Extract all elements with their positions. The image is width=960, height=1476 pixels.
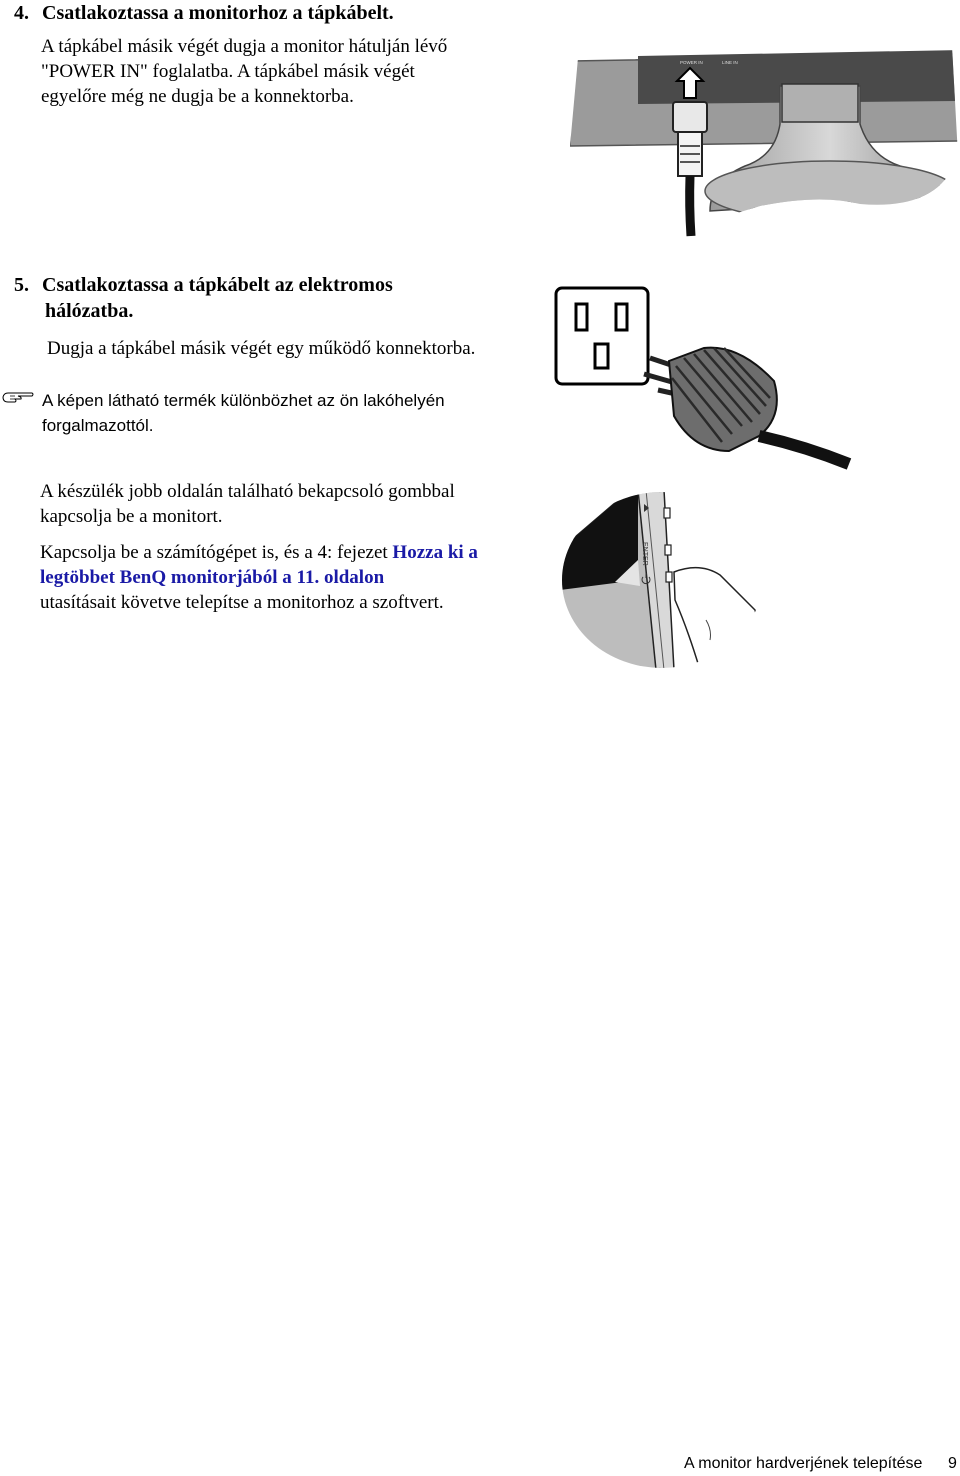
wall-outlet	[556, 288, 648, 384]
chapter-link-part-1[interactable]: Hozza ki a	[392, 542, 478, 563]
step-4-line-3: egyelőre még ne dugja be a konnektorba.	[41, 86, 354, 107]
step-5-heading	[14, 272, 393, 298]
step-4-title: Csatlakoztassa a monitorhoz a tápkábelt.	[42, 2, 394, 24]
power-button-instruction-line-2: kapcsolja be a monitort.	[40, 506, 223, 527]
line-in-port-label: LINE IN	[722, 60, 738, 65]
step-4-heading	[14, 0, 394, 26]
software-instruction-line-1	[40, 540, 478, 566]
step-5-title-line-2: hálózatba.	[45, 300, 134, 322]
power-button-figure	[560, 490, 765, 670]
step-4-line-2: "POWER IN" foglalatba. A tápkábel másik végét	[41, 61, 415, 82]
outlet-slot-left	[576, 304, 587, 330]
pointing-hand-icon	[2, 389, 34, 405]
enter-button-label: ENTER	[641, 542, 648, 566]
step-5-line: Dugja a tápkábel másik végét egy működő konnektorba.	[47, 338, 476, 359]
step-4-number: 4.	[14, 2, 29, 24]
step-4-line-1: A tápkábel másik végét dugja a monitor hátulján lévő	[41, 36, 448, 57]
power-cable	[759, 436, 849, 464]
note-line-1: A képen látható termék különbözhet az ön lakóhelyén	[42, 391, 445, 410]
power-plug-connector	[673, 102, 707, 132]
chapter-link-part-2[interactable]: legtöbbet BenQ monitorjából a 11. oldalon	[40, 567, 385, 588]
software-instruction-prefix: Kapcsolja be a számítógépet is, és a 4: fejezet	[40, 542, 393, 563]
note-line-2: forgalmazottól.	[42, 416, 154, 435]
step-5-title-line-1: Csatlakoztassa a tápkábelt az elektromos	[42, 274, 393, 296]
outlet-ground-hole	[595, 344, 608, 368]
software-instruction-line-2	[40, 565, 384, 591]
monitor-power-in-figure	[560, 6, 960, 236]
outlet-slot-right	[616, 304, 627, 330]
footer-page-number: 9	[948, 1455, 957, 1472]
footer-section-title: A monitor hardverjének telepítése	[684, 1455, 923, 1472]
power-in-port-label: POWER IN	[680, 60, 703, 65]
power-cable	[690, 176, 691, 236]
wall-outlet-figure	[554, 286, 854, 466]
software-instruction-line-3: utasításait követve telepítse a monitorhoz a szoftvert.	[40, 592, 444, 613]
step-5-number: 5.	[14, 274, 29, 296]
power-button-instruction-line-1: A készülék jobb oldalán található bekapcsoló gombbal	[40, 481, 455, 502]
